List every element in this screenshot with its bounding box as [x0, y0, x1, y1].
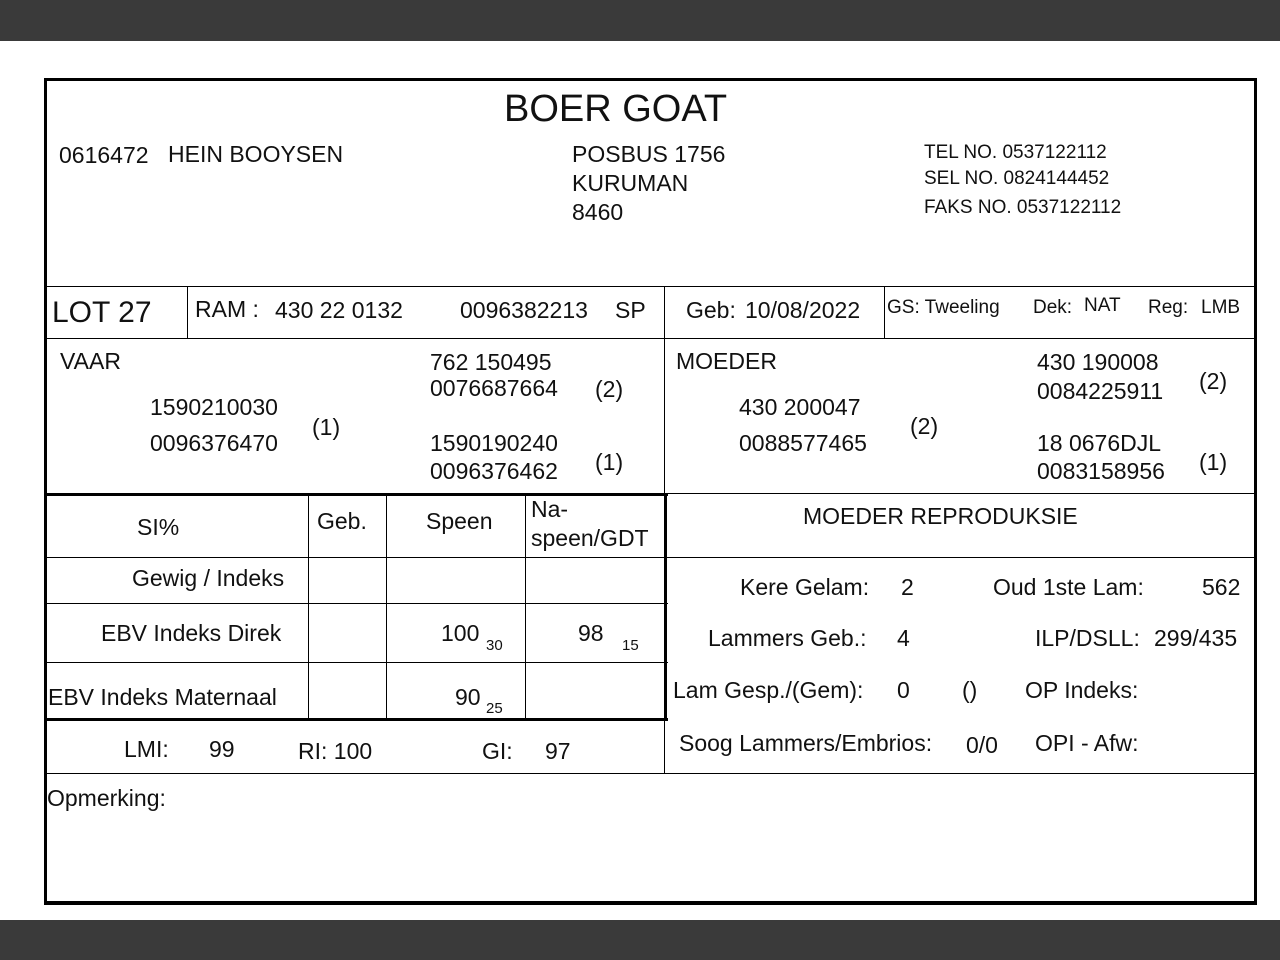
geb-label: Geb:	[686, 297, 736, 323]
sire-dam-number: 1590190240	[430, 430, 558, 456]
reproduction-title: MOEDER REPRODUKSIE	[803, 503, 1078, 529]
divider-row-gewig	[44, 603, 668, 604]
dam-dam-number: 18 0676DJL	[1037, 430, 1162, 456]
divider-animal-row	[44, 338, 1257, 339]
lammers-label: Lammers Geb.:	[708, 625, 867, 651]
lot-number: LOT 27	[52, 296, 152, 329]
divider-pedigree-right	[666, 493, 1257, 494]
remarks-label: Opmerking:	[47, 785, 166, 811]
breeder-id: 0616472	[59, 142, 149, 168]
lamgesp-value: 0	[897, 677, 910, 703]
direk-naspeen-value: 98	[578, 620, 604, 646]
divider-lot	[187, 286, 188, 338]
op-label: OP Indeks:	[1025, 677, 1139, 703]
address-line-2: KURUMAN	[572, 170, 689, 196]
divider-header	[44, 286, 1257, 287]
dam-id: 0088577465	[739, 430, 867, 456]
row-direk-label: EBV Indeks Direk	[101, 620, 282, 646]
ilp-label: ILP/DSLL:	[1035, 625, 1140, 651]
ram-code: SP	[615, 297, 646, 323]
direk-naspeen-sub: 15	[622, 637, 639, 654]
opi-label: OPI - Afw:	[1035, 730, 1139, 756]
ilp-value: 299/435	[1154, 625, 1238, 651]
address-line-3: 8460	[572, 199, 624, 225]
oud-value: 562	[1202, 574, 1241, 600]
lamgesp-gem: ()	[962, 677, 978, 703]
dam-sire-number: 430 190008	[1037, 349, 1159, 375]
maternaal-speen-value: 90	[455, 684, 481, 710]
divider-col-geb	[308, 493, 309, 721]
sel-number: SEL NO. 0824144452	[924, 168, 1110, 189]
kere-value: 2	[901, 574, 914, 600]
divider-pedigree-left	[44, 493, 668, 496]
divider-row-maternaal	[44, 718, 668, 721]
dam-sire-id: 0084225911	[1037, 378, 1164, 404]
divider-perf-header	[44, 557, 1257, 558]
ri-value: RI: 100	[298, 738, 373, 764]
row-gewig-label: Gewig / Indeks	[132, 565, 285, 591]
row-maternaal-label: EBV Indeks Maternaal	[48, 684, 277, 710]
col-si-header: SI%	[137, 514, 180, 540]
sire-id: 0096376470	[150, 430, 278, 456]
dek-label: Dek:	[1033, 297, 1073, 318]
direk-speen-value: 100	[441, 620, 480, 646]
divider-geb	[884, 286, 885, 338]
ram-id: 0096382213	[460, 297, 588, 323]
col-naspeen-header-2: speen/GDT	[531, 525, 649, 551]
breeder-name: HEIN BOOYSEN	[168, 141, 344, 167]
sire-sire-number: 762 150495	[430, 349, 552, 375]
reg-value: LMB	[1201, 297, 1241, 318]
dam-number: 430 200047	[739, 394, 861, 420]
ram-label: RAM :	[195, 296, 259, 322]
divider-perf-right	[664, 493, 667, 721]
lmi-label: LMI:	[124, 736, 169, 762]
top-bar	[0, 0, 1280, 41]
divider-row-direk	[44, 662, 668, 663]
col-speen-header: Speen	[426, 508, 493, 534]
sire-mark: (1)	[312, 414, 341, 440]
ram-number: 430 22 0132	[275, 297, 403, 323]
divider-indices	[44, 773, 1257, 774]
dam-dam-id: 0083158956	[1037, 458, 1165, 484]
soog-label: Soog Lammers/Embrios:	[679, 730, 933, 756]
bottom-bar	[0, 920, 1280, 960]
faks-number: FAKS NO. 0537122112	[924, 197, 1122, 218]
soog-value: 0/0	[966, 732, 998, 758]
gi-label: GI:	[482, 738, 513, 764]
tel-number: TEL NO. 0537122112	[924, 142, 1107, 163]
sire-number: 1590210030	[150, 394, 278, 420]
sire-dam-mark: (1)	[595, 449, 624, 475]
maternaal-speen-sub: 25	[486, 700, 503, 717]
divider-col-naspeen	[525, 493, 526, 721]
divider-col-speen	[386, 493, 387, 721]
vaar-label: VAAR	[60, 348, 121, 374]
lamgesp-label: Lam Gesp./(Gem):	[673, 677, 864, 703]
page-title: BOER GOAT	[504, 88, 728, 130]
gi-value: 97	[545, 738, 571, 764]
dek-value: NAT	[1084, 295, 1121, 316]
dam-sire-mark: (2)	[1199, 368, 1228, 394]
sire-sire-mark: (2)	[595, 376, 624, 402]
geb-date: 10/08/2022	[745, 297, 861, 323]
dam-dam-mark: (1)	[1199, 449, 1228, 475]
lmi-value: 99	[209, 736, 235, 762]
lammers-value: 4	[897, 625, 910, 651]
dam-mark: (2)	[910, 413, 939, 439]
gs-value: GS: Tweeling	[887, 297, 1000, 318]
reg-label: Reg:	[1148, 297, 1189, 318]
kere-label: Kere Gelam:	[740, 574, 870, 600]
direk-speen-sub: 30	[486, 637, 503, 654]
sire-sire-id: 0076687664	[430, 375, 558, 401]
moeder-label: MOEDER	[676, 348, 777, 374]
col-naspeen-header-1: Na-	[531, 496, 569, 522]
oud-label: Oud 1ste Lam:	[993, 574, 1144, 600]
col-geb-header: Geb.	[317, 508, 367, 534]
address-line-1: POSBUS 1756	[572, 141, 726, 167]
sire-dam-id: 0096376462	[430, 458, 558, 484]
